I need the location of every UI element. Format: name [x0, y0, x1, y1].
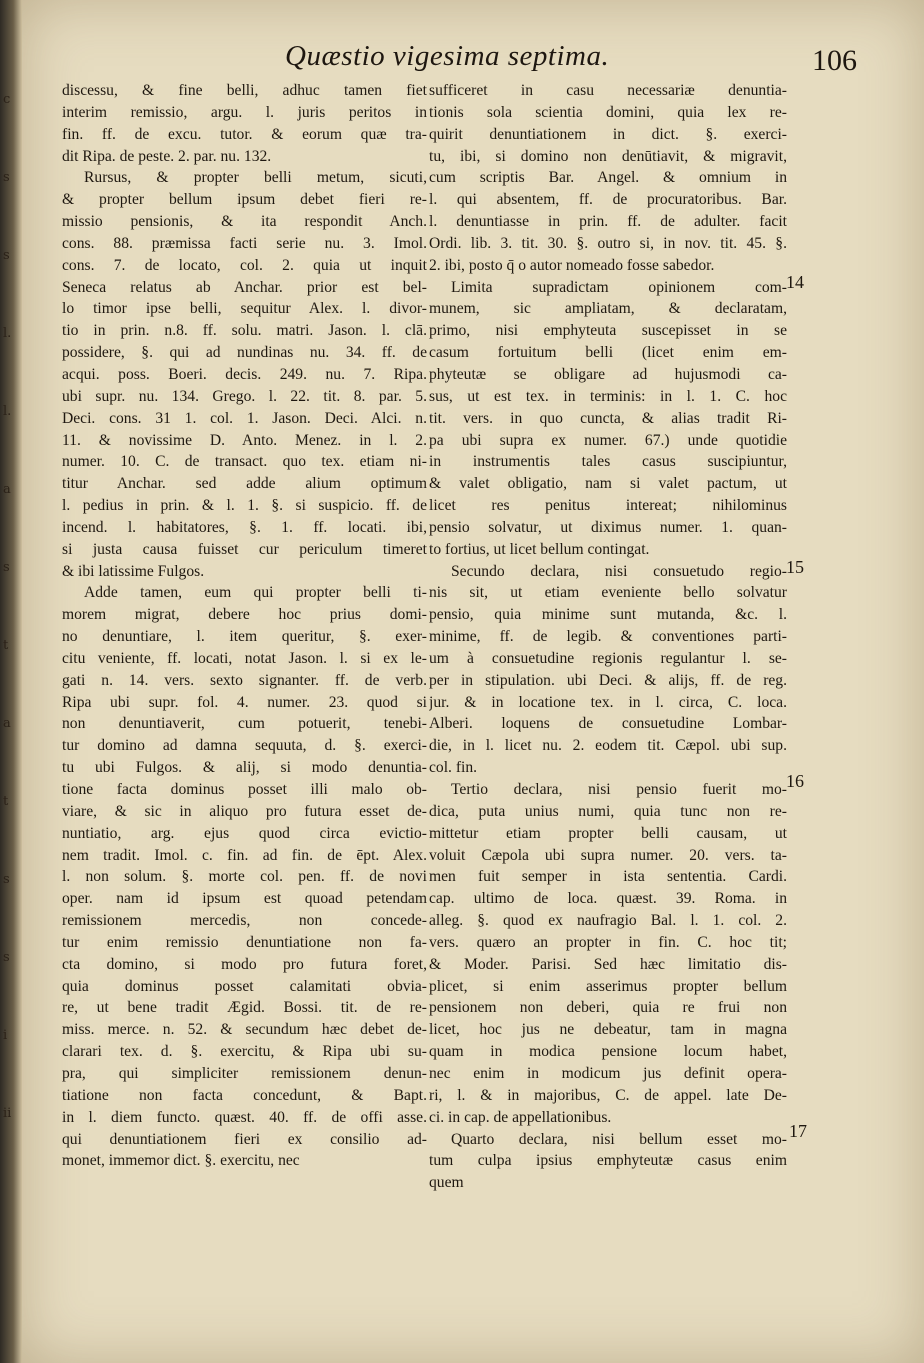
gutter-mark: s — [3, 170, 10, 185]
text-line: titur Anchar. sed adde alium optimum — [62, 475, 427, 493]
text-line: to fortius, ut licet bellum contingat. — [429, 540, 650, 558]
text-line: si justa causa fuisset cur periculum timeret — [62, 540, 427, 558]
text-line: & ibi latissime Fulgos. — [62, 562, 205, 580]
text-line: possidere, §. qui ad nundinas nu. 34. ff. de — [62, 344, 427, 362]
text-line: cta domino, si modo pro futura foret, — [62, 955, 427, 973]
gutter-mark: s — [3, 872, 10, 887]
text-line: Ripa ubi supr. fol. 4. numer. 23. quod si — [62, 693, 427, 711]
text-line: & valet obligatio, nam si valet pactum, ut — [429, 475, 787, 493]
text-line: l. denuntiasse in prin. ff. de adulter. facit — [429, 213, 787, 231]
text-line: cap. ultimo de loca. quæst. 39. Roma. in — [429, 890, 787, 908]
text-line: in l. diem functo. quæst. 40. ff. de offi asse. — [62, 1108, 427, 1126]
text-line: 11. & novissime D. Anto. Menez. in l. 2. — [62, 431, 427, 449]
text-line: ubi supr. nu. 134. Grego. l. 22. tit. 8. par. 5. — [62, 387, 427, 405]
text-line: phyteutæ se obligare ad hujusmodi ca- — [429, 365, 787, 383]
margin-number-14: 14 — [786, 272, 804, 292]
text-line: tiatione non facta concedunt, & Bapt. — [62, 1086, 427, 1104]
text-line: oper. nam id ipsum est quoad petendam — [62, 890, 427, 908]
text-line: gati n. 14. vers. sexto signanter. ff. de verb. — [62, 671, 427, 689]
text-line: Quarto declara, nisi bellum esset mo- — [451, 1130, 787, 1148]
text-line: jur. & in locatione tex. in l. circa, C. loca. — [429, 693, 787, 711]
text-line: men fuit semper in ista sententia. Cardi. — [429, 868, 787, 886]
text-line: fin. ff. de excu. tutor. & eorum quæ tra- — [62, 125, 427, 143]
text-line: die, in l. licet nu. 2. eodem tit. Cæpol. ubi sup. — [429, 737, 787, 755]
margin-number-16: 16 — [786, 771, 804, 791]
text-line: sus, ut est tex. in terminis: in l. 1. C. hoc — [429, 387, 787, 405]
book-gutter — [0, 0, 22, 1363]
text-line: in instrumentis tales casus suscipiuntur, — [429, 453, 787, 471]
text-line: um à consuetudine regionis regulantur l. se- — [429, 649, 787, 667]
text-line: 2. ibi, posto q̄ o autor nomeado fosse sabedor. — [429, 256, 715, 274]
page-header — [0, 38, 924, 78]
gutter-mark: s — [3, 248, 10, 263]
text-line: nec enim in modicum jus definit opera- — [429, 1064, 787, 1082]
gutter-mark: i — [3, 1028, 8, 1043]
text-line: qui denuntiationem fieri ex consilio ad- — [62, 1130, 427, 1148]
text-line: tione facta dominus posset illi malo ob- — [62, 781, 427, 798]
text-line: re, ut bene tradit Ægid. Bossi. tit. de re- — [62, 999, 427, 1017]
text-line: interim remissio, argu. l. juris peritos in — [62, 103, 427, 121]
text-line: cons. 7. de locato, col. 2. quia ut inquit — [62, 256, 427, 274]
text-line: quirit denuntiationem in dict. §. exerci- — [429, 125, 787, 143]
text-line: viare, & sic in aliquo pro futura esset de- — [62, 802, 427, 820]
text-line: missio pensionis, & ita respondit Anch. — [62, 213, 427, 231]
right-text-column — [429, 80, 787, 1194]
text-line: licet, hoc jus ne debeatur, tam in magna — [429, 1021, 787, 1039]
text-line: minime, ff. de legib. & conventiones parti- — [429, 628, 787, 646]
text-line: Tertio declara, nisi pensio fuerit mo- — [451, 781, 787, 798]
text-line: l. non solum. §. morte col. pen. ff. de novi — [62, 868, 427, 886]
text-line: tionis sola scientia domini, quia lex re- — [429, 103, 787, 121]
gutter-mark: t — [3, 794, 9, 809]
gutter-mark: ii — [3, 1106, 12, 1121]
text-line: nuntiatio, arg. ejus quod circa evictio- — [62, 824, 427, 842]
text-line: Ordi. lib. 3. tit. 30. §. outro si, in nov. tit. 45. §. — [429, 234, 787, 252]
text-line: dit Ripa. de peste. 2. par. nu. 132. — [62, 147, 272, 165]
text-line: non denuntiaverit, cum potuerit, tenebi- — [62, 715, 427, 733]
text-line: tu, ibi, si domino non denūtiavit, & migravit, — [429, 147, 787, 165]
text-line: tu ubi Fulgos. & alij, si modo denuntia- — [62, 759, 427, 777]
text-line: per in stipulation. ubi Deci. & alijs, ff. de reg. — [429, 671, 787, 689]
gutter-mark: l. — [3, 326, 12, 341]
text-line: tio in prin. n.8. ff. solu. matri. Jason. l. clā. — [62, 322, 427, 340]
text-line: Rursus, & propter belli metum, sicuti, — [84, 169, 427, 187]
gutter-mark: l. — [3, 404, 12, 419]
gutter-mark: c — [3, 92, 11, 107]
text-line: pensionem non deberi, quia re frui non — [429, 999, 787, 1017]
margin-number-15: 15 — [786, 557, 804, 577]
text-line: pensio, quia minime sunt mutanda, &c. l. — [429, 606, 787, 624]
text-line: monet, immemor dict. §. exercitu, nec — [62, 1152, 300, 1170]
text-line: pra, qui simpliciter remissionem denun- — [62, 1064, 427, 1082]
text-line: quam in modica pensione locum habet, — [429, 1043, 787, 1061]
text-line: lo timor ipse belli, sequitur Alex. l. divor- — [62, 300, 427, 318]
text-line: casum fortuitum belli (licet enim em- — [429, 344, 787, 362]
text-line: munem, sic ampliatam, & declaratam, — [429, 300, 787, 318]
text-line: nis sit, ut etiam eveniente bello solvatur — [429, 584, 787, 602]
text-line: nem tradit. Imol. c. fin. ad fin. de ēpt. Alex. — [62, 846, 427, 864]
text-line: ri, l. & in majoribus, C. de appel. late De- — [429, 1086, 787, 1104]
text-line: cum scriptis Bar. Angel. & omnium in — [429, 169, 787, 187]
gutter-mark: t — [3, 638, 9, 653]
text-line: Alberi. loquens de consuetudine Lombar- — [429, 715, 787, 733]
text-line: mittetur etiam propter belli causam, ut — [429, 824, 787, 842]
text-line: morem migrat, debere hoc prius domi- — [62, 606, 427, 624]
text-line: pensio solvatur, ut diximus numer. 1. quan- — [429, 518, 787, 536]
left-text-column — [62, 80, 427, 1172]
text-line: plicet, si enim asserimus propter bellum — [429, 977, 787, 995]
text-line: l. qui absentem, ff. de procuratoribus. Bar. — [429, 191, 787, 209]
text-line: dica, puta unius numi, quia tunc non re- — [429, 802, 787, 820]
text-line: col. fin. — [429, 759, 478, 777]
gutter-mark: s — [3, 950, 10, 965]
text-line: no denuntiare, l. item queritur, §. exer- — [62, 628, 427, 646]
text-line: Deci. cons. 31 1. col. 1. Jason. Deci. Alci. n. — [62, 409, 427, 427]
text-line: quia dominus posset calamitati obvia- — [62, 977, 427, 995]
text-line: tum culpa ipsius emphyteutæ casus enim — [429, 1152, 787, 1170]
text-line: discessu, & fine belli, adhuc tamen fiet — [62, 82, 427, 99]
gutter-mark: a — [3, 482, 11, 497]
text-line: sufficeret in casu necessariæ denuntia- — [429, 82, 787, 99]
text-line: clarari tex. d. §. exercitu, & Ripa ubi su- — [62, 1043, 427, 1061]
text-line: cons. 88. præmissa facti serie nu. 3. Imol. — [62, 234, 427, 252]
text-line: numer. 10. C. de transact. quo tex. etiam ni- — [62, 453, 427, 471]
text-line: remissionem mercedis, non concede- — [62, 912, 427, 930]
text-line: citu veniente, ff. locati, notat Jason. l. si ex le- — [62, 649, 427, 667]
text-line: Secundo declara, nisi consuetudo regio- — [451, 562, 787, 580]
text-line: l. pedius in prin. & l. 1. §. si suspicio. ff. de — [62, 497, 427, 515]
text-line: Adde tamen, eum qui propter belli ti- — [84, 584, 427, 602]
text-line: & propter bellum ipsum debet fieri re- — [62, 191, 427, 209]
text-line: tur domino ad damna sequuta, d. §. exerci- — [62, 737, 427, 755]
text-line: alleg. §. quod ex naufragio Bal. l. 1. col. 2. — [429, 912, 787, 930]
text-line: pa ubi supra ex numer. 67.) unde quotidie — [429, 431, 787, 449]
text-line: vers. quæro an propter in fin. C. hoc tit; — [429, 933, 787, 951]
text-line: tur enim remissio denuntiatione non fa- — [62, 933, 427, 951]
text-line: tit. vers. in quo cuncta, & alias tradit Ri- — [429, 409, 787, 427]
text-line: ci. in cap. de appellationibus. — [429, 1108, 612, 1126]
running-title: Quæstio vigesima septima. — [285, 40, 610, 72]
folio-number: 106 — [812, 44, 857, 77]
margin-number-17: 17 — [789, 1121, 807, 1141]
text-line: incend. l. habitatores, §. 1. ff. locati. ibi, — [62, 518, 427, 536]
text-line: Seneca relatus ab Anchar. prior est bel- — [62, 278, 427, 296]
text-line: miss. merce. n. 52. & secundum hæc debet de- — [62, 1021, 427, 1039]
gutter-mark: s — [3, 560, 10, 575]
text-line: voluit Cæpola ubi supra numer. 20. vers. ta- — [429, 846, 787, 864]
text-line: Limita supradictam opinionem com- — [451, 278, 787, 296]
text-line: acqui. poss. Boeri. decis. 249. nu. 7. Ripa. — [62, 365, 427, 383]
text-line: licet res penitus intereat; nihilominus — [429, 497, 787, 515]
text-line: primo, nisi emphyteuta suscepisset in se — [429, 322, 787, 340]
gutter-mark: a — [3, 716, 11, 731]
text-line: & Moder. Parisi. Sed hæc limitatio dis- — [429, 955, 787, 973]
text-line: quem — [429, 1174, 464, 1192]
